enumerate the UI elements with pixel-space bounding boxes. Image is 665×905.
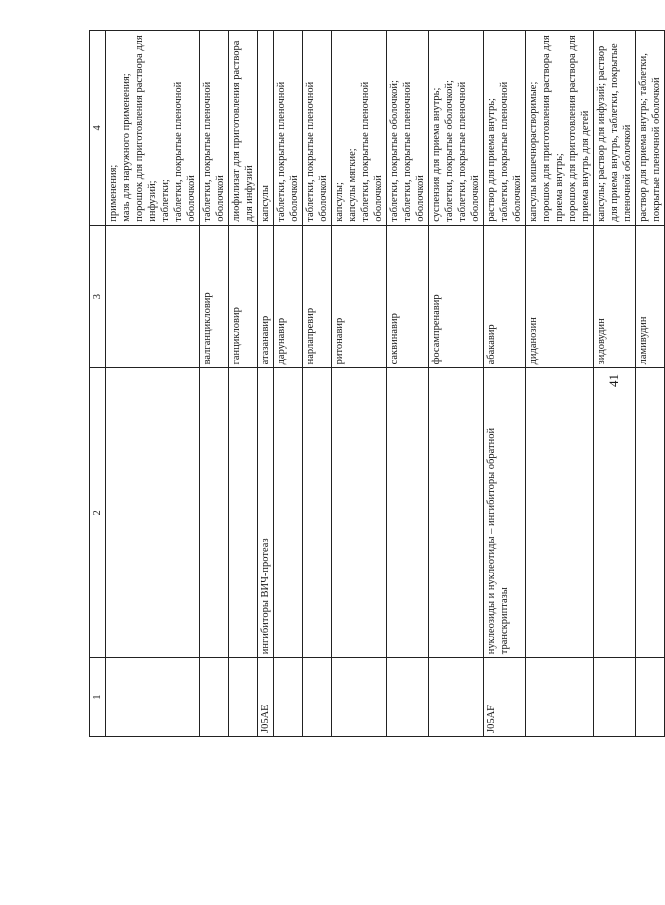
group-name-cell <box>429 368 484 658</box>
atc-code-cell <box>106 658 200 737</box>
header-col-4: 4 <box>90 31 106 226</box>
table-row <box>229 31 258 737</box>
drug-name-cell: диданозин <box>526 225 594 368</box>
drug-name-cell: саквинавир <box>387 225 429 368</box>
group-name-cell <box>200 368 229 658</box>
table-row <box>106 31 200 737</box>
drug-table <box>89 30 665 737</box>
group-name-cell <box>106 368 200 658</box>
table-row <box>636 31 665 737</box>
dosage-forms-cell: капсулы кишечнорастворимые; порошок для приготовления раствора для приема внутрь; порошок для приготовления раствора для приема внутрь для детей <box>526 31 594 226</box>
drug-name-cell: валганцикловир <box>200 225 229 368</box>
group-name-cell <box>229 368 258 658</box>
dosage-forms-cell: таблетки, покрытые пленочной оболочкой <box>303 31 332 226</box>
table-header-row <box>90 31 106 737</box>
group-name-cell: ингибиторы ВИЧ-протеаз <box>258 368 274 658</box>
drug-name-cell: дарунавир <box>274 225 303 368</box>
dosage-forms-cell: капсулы; раствор для инфузий; раствор для приема внутрь, таблетки, покрытые пленочной оболочкой <box>594 31 636 226</box>
drug-name-cell: ганцикловир <box>229 225 258 368</box>
atc-code-cell <box>594 658 636 737</box>
drug-name-cell: нарлапревир <box>303 225 332 368</box>
header-col-1: 1 <box>90 658 106 737</box>
drug-name-cell: ламивудин <box>636 225 665 368</box>
dosage-forms-cell: суспензия для приема внутрь; таблетки, покрытые оболочкой; таблетки, покрытые пленочной оболочкой <box>429 31 484 226</box>
table-row <box>274 31 303 737</box>
drug-name-cell: абакавир <box>484 225 526 368</box>
atc-code-cell <box>332 658 387 737</box>
header-col-2: 2 <box>90 368 106 658</box>
table-row <box>387 31 429 737</box>
group-name-cell: нуклеозиды и нуклеотиды – ингибиторы обратной транскриптазы <box>484 368 526 658</box>
atc-code-cell <box>200 658 229 737</box>
table-row <box>303 31 332 737</box>
atc-code-cell <box>274 658 303 737</box>
group-name-cell <box>636 368 665 658</box>
atc-code-cell <box>387 658 429 737</box>
atc-code-cell <box>229 658 258 737</box>
table-row <box>258 31 274 737</box>
dosage-forms-cell: таблетки, покрытые пленочной оболочкой <box>274 31 303 226</box>
dosage-forms-cell: применения; мазь для наружного применения; порошок для приготовления раствора для инфузий; таблетки; таблетки, покрытые пленочной оболочкой <box>106 31 200 226</box>
drug-name-cell: ритонавир <box>332 225 387 368</box>
group-name-cell <box>387 368 429 658</box>
group-name-cell <box>303 368 332 658</box>
atc-code-cell: J05AF <box>484 658 526 737</box>
table-row <box>429 31 484 737</box>
group-name-cell <box>332 368 387 658</box>
header-col-3: 3 <box>90 225 106 368</box>
atc-code-cell <box>429 658 484 737</box>
atc-code-cell <box>303 658 332 737</box>
group-name-cell <box>526 368 594 658</box>
drug-name-cell <box>106 225 200 368</box>
page-number: 41 <box>606 374 621 387</box>
table-row <box>200 31 229 737</box>
dosage-forms-cell: раствор для приема внутрь; таблетки, покрытые пленочной оболочкой <box>636 31 665 226</box>
table-row <box>594 31 636 737</box>
table-row <box>484 31 526 737</box>
group-name-cell <box>594 368 636 658</box>
group-name-cell <box>274 368 303 658</box>
atc-code-cell <box>636 658 665 737</box>
drug-name-cell: атазанавир <box>258 225 274 368</box>
atc-code-cell <box>526 658 594 737</box>
table-row <box>332 31 387 737</box>
drug-name-cell: зидовудин <box>594 225 636 368</box>
dosage-forms-cell: капсулы; капсулы мягкие; таблетки, покрытые пленочной оболочкой <box>332 31 387 226</box>
dosage-forms-cell: лиофилизат для приготовления раствора для инфузий <box>229 31 258 226</box>
table-row <box>526 31 594 737</box>
dosage-forms-cell: таблетки, покрытые пленочной оболочкой <box>200 31 229 226</box>
dosage-forms-cell: раствор для приема внутрь; таблетки, покрытые пленочной оболочкой <box>484 31 526 226</box>
table-body <box>106 31 665 737</box>
atc-code-cell: J05AE <box>258 658 274 737</box>
dosage-forms-cell: капсулы <box>258 31 274 226</box>
dosage-forms-cell: таблетки, покрытые оболочкой; таблетки, покрытые пленочной оболочкой <box>387 31 429 226</box>
drug-name-cell: фосампренавир <box>429 225 484 368</box>
